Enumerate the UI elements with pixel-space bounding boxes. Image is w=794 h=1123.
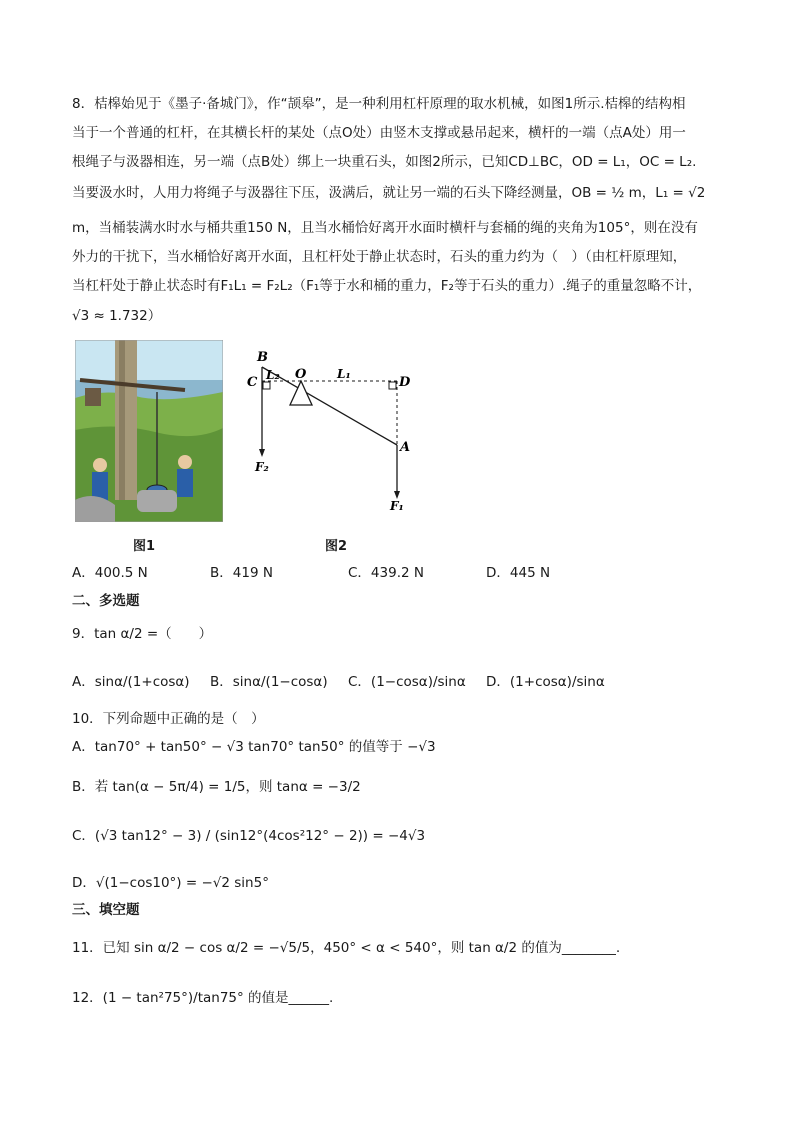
label-f1: F₁ (390, 499, 404, 513)
figure-1-illustration (75, 340, 223, 526)
q8-line-8: √3 ≈ 1.732） (72, 308, 162, 324)
q9-option-c[interactable]: C．(1−cosα)/sinα (348, 674, 466, 690)
q12: 12．(1 − tan²75°)/tan75° 的值是______. (72, 990, 334, 1006)
q11: 11．已知 sin α/2 − cos α/2 = −√5/5，450° < α < 540°，则 tan α/2 的值为________. (72, 940, 621, 956)
q10-option-b[interactable]: B．若 tan(α − 5π/4) = 1/5，则 tanα = −3/2 (72, 779, 361, 795)
q8-line-4-text: 当要汲水时，人用力将绳子与汲器往下压，汲满后，就让另一端的石头下降经测量， (72, 185, 572, 201)
q8-option-c[interactable]: C．439.2 N (348, 565, 424, 581)
section-2-heading: 二、多选题 (72, 593, 140, 609)
q8-line-5: m，当桶装满水时水与桶共重150 N，且当水桶恰好离开水面时横杆与套桶的绳的夹角为105°，则在没有 (72, 220, 698, 236)
q8-line-7: 当杠杆处于静止状态时有F₁L₁ = F₂L₂（F₁等于水和桶的重力，F₂等于石头的重力）.绳子的重量忽略不计， (72, 278, 702, 294)
label-a: A (400, 440, 411, 455)
label-l1: L₁ (337, 367, 351, 381)
q8-line-4 (72, 183, 705, 203)
q9-stem: 9．tan α/2 =（ ） (72, 626, 213, 642)
q9-option-d[interactable]: D．(1+cosα)/sinα (486, 674, 605, 690)
q8-line-6: 外力的干扰下，当水桶恰好离开水面，且杠杆处于静止状态时，石头的重力约为（ ）（由杠杆原理知， (72, 249, 687, 265)
label-l2: L₂ (266, 368, 280, 382)
label-b: B (257, 350, 268, 365)
q8-option-d[interactable]: D．445 N (486, 565, 551, 581)
figure-2-caption: 图2 (325, 539, 348, 554)
figure-2-lever-diagram (245, 345, 420, 524)
q9-options (72, 672, 722, 696)
q8-line-2: 当于一个普通的杠杆，在其横长杆的某处（点O处）由竖木支撑或悬吊起来，横杆的一端（点A处）用一 (72, 125, 686, 141)
q8-line-3: 根绳子与汲器相连，另一端（点B处）绑上一块重石头，如图2所示，已知CD⊥BC，OD = L₁，OC = L₂. (72, 154, 697, 170)
q8-option-a[interactable]: A．400.5 N (72, 565, 148, 581)
label-c: C (247, 375, 258, 390)
q8-line-4-tail: OB = ½ m，L₁ = √2 (571, 185, 706, 201)
q9-option-b[interactable]: B．sinα/(1−cosα) (210, 674, 328, 690)
q10-stem: 10．下列命题中正确的是（ ） (72, 711, 265, 727)
q9-option-a[interactable]: A．sinα/(1+cosα) (72, 674, 190, 690)
q8-line-1: 8．桔槔始见于《墨子·备城门》，作“颉皋”，是一种利用杠杆原理的取水机械，如图1所示.桔槔的结构相 (72, 96, 686, 112)
q8-options (72, 563, 722, 587)
q10-option-a[interactable]: A．tan70° + tan50° − √3 tan70° tan50° 的值等于 −√3 (72, 739, 436, 755)
section-3-heading: 三、填空题 (72, 902, 140, 918)
label-o: O (295, 367, 307, 382)
q8-option-b[interactable]: B．419 N (210, 565, 273, 581)
q10-option-c[interactable]: C．(√3 tan12° − 3) / (sin12°(4cos²12° − 2)) = −4√3 (72, 828, 426, 844)
label-d: D (399, 375, 411, 390)
q10-option-d[interactable]: D．√(1−cos10°) = −√2 sin5° (72, 875, 269, 891)
label-f2: F₂ (255, 460, 269, 474)
figure-1-caption: 图1 (133, 539, 156, 554)
